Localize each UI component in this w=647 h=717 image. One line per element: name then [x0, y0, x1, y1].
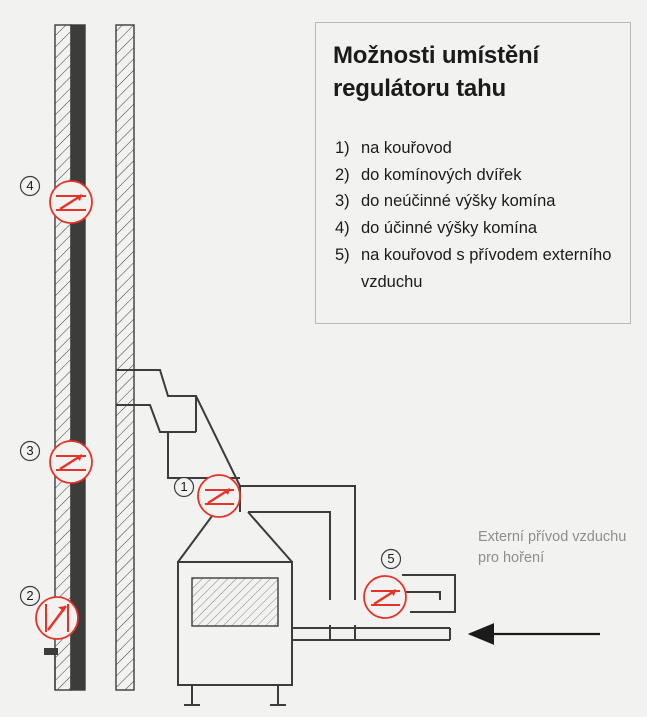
- legend-item-label: na kouřovod: [361, 139, 452, 157]
- chimney-flue: [71, 25, 85, 690]
- regulator-4[interactable]: [50, 181, 92, 223]
- legend-title: Možnosti umístění regulátoru tahu: [333, 42, 539, 103]
- stove-body: [178, 512, 292, 705]
- marker-label-1: 1: [180, 479, 188, 494]
- legend-item-label: do neúčinné výšky komína: [361, 192, 556, 211]
- legend-item: [335, 135, 621, 162]
- legend-item-number: 3): [335, 192, 350, 211]
- building-wall: [116, 25, 134, 690]
- legend-panel: [315, 22, 631, 324]
- legend-item: [335, 162, 621, 189]
- regulator-2[interactable]: [36, 597, 78, 639]
- external-air-label: Externí přívod vzduchu pro hoření: [478, 529, 627, 567]
- legend-item: [335, 242, 621, 295]
- legend-item-number: 2): [335, 165, 350, 184]
- regulator-5[interactable]: [364, 576, 406, 618]
- regulator-3[interactable]: [50, 441, 92, 483]
- legend-item-number: 4): [335, 219, 350, 238]
- legend-item-label: do účinné výšky komína: [361, 219, 538, 238]
- legend-item: [335, 188, 621, 215]
- legend-item-label: na kouřovod s přívodem externího vzduchu: [361, 245, 612, 291]
- legend-list: [335, 135, 621, 295]
- chimney-left-wall: [55, 25, 71, 690]
- regulator-1[interactable]: [198, 475, 240, 517]
- marker-label-4: 4: [26, 178, 34, 193]
- marker-label-2: 2: [26, 588, 34, 603]
- legend-item-label: do komínových dvířek: [361, 165, 522, 184]
- marker-label-5: 5: [387, 551, 395, 566]
- legend-item: [335, 215, 621, 242]
- marker-label-3: 3: [26, 443, 34, 458]
- legend-item-number: 1): [335, 139, 350, 157]
- legend-item-number: 5): [335, 245, 350, 264]
- external-air-duct: [402, 575, 455, 640]
